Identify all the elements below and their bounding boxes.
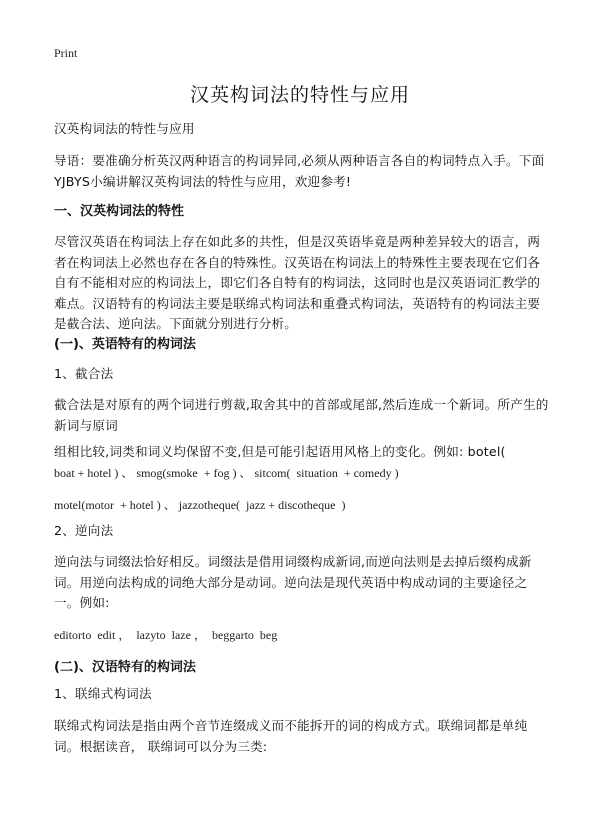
subtitle: 汉英构词法的特性与应用 <box>54 121 195 136</box>
print-label: Print <box>54 46 78 60</box>
page-title: 汉英构词法的特性与应用 <box>189 84 410 106</box>
clipping-examples-2: motel(motor + hotel ) 、 jazzotheque( jazz + discotheque ) <box>54 498 346 512</box>
clipping-examples-1: boat + hotel ) 、 smog(smoke + fog ) 、 sitcom( situation + comedy ) <box>54 466 399 480</box>
subsection-heading-chinese: (二)、汉语特有的构词法 <box>54 660 196 675</box>
backformation-paragraph: 逆向法与词缀法恰好相反。词缀法是借用词缀构成新词,而逆向法则是去掉后缀构成新词。用逆向法构成的词绝大部分是动词。逆向法是现代英语中构成动词的主要途径之一。例如: <box>54 554 532 610</box>
item-title-lianmian: 1、联绵式构词法 <box>54 686 152 701</box>
backformation-examples: editorto edit ， lazyto laze ， beggarto beg <box>54 628 278 642</box>
item-title-backformation: 2、逆向法 <box>54 523 114 538</box>
clipping-paragraph-2: 组相比较,词类和词义均保留不变,但是可能引起语用风格上的变化。例如: botel( <box>54 444 506 459</box>
intro-paragraph: 导语：要准确分析英汉两种语言的构词异同,必须从两种语言各自的构词特点入手。下面YJBYS小编讲解汉英构词法的特性与应用，欢迎参考! <box>54 153 545 189</box>
section-1-paragraph: 尽管汉英语在构词法上存在如此多的共性，但是汉英语毕竟是两种差异较大的语言，两者在构词法上必然也存在各自的特殊性。汉英语在构词法上的特殊性主要表现在它们各自有不能相对应的构词法上，即它们各自特有的构词法，这同时也是汉英语词汇教学的难点。汉语特有的构词法主要是联绵式构词法和重叠式构词法，英语特有的构词法主要是截合法、逆向法。下面就分别进行分析。 <box>54 234 541 331</box>
section-heading-1: 一、汉英构词法的特性 <box>54 204 185 219</box>
subsection-heading-english: (一)、英语特有的构词法 <box>54 337 196 352</box>
item-title-clipping: 1、截合法 <box>54 366 114 381</box>
lianmian-paragraph: 联绵式构词法是指由两个音节连缀成义而不能拆开的词的构成方式。联绵词都是单纯词。根据读音， 联绵词可以分为三类: <box>54 718 528 754</box>
clipping-paragraph-1: 截合法是对原有的两个词进行剪裁,取舍其中的首部或尾部,然后连成一个新词。所产生的新词与原词 <box>54 397 549 433</box>
